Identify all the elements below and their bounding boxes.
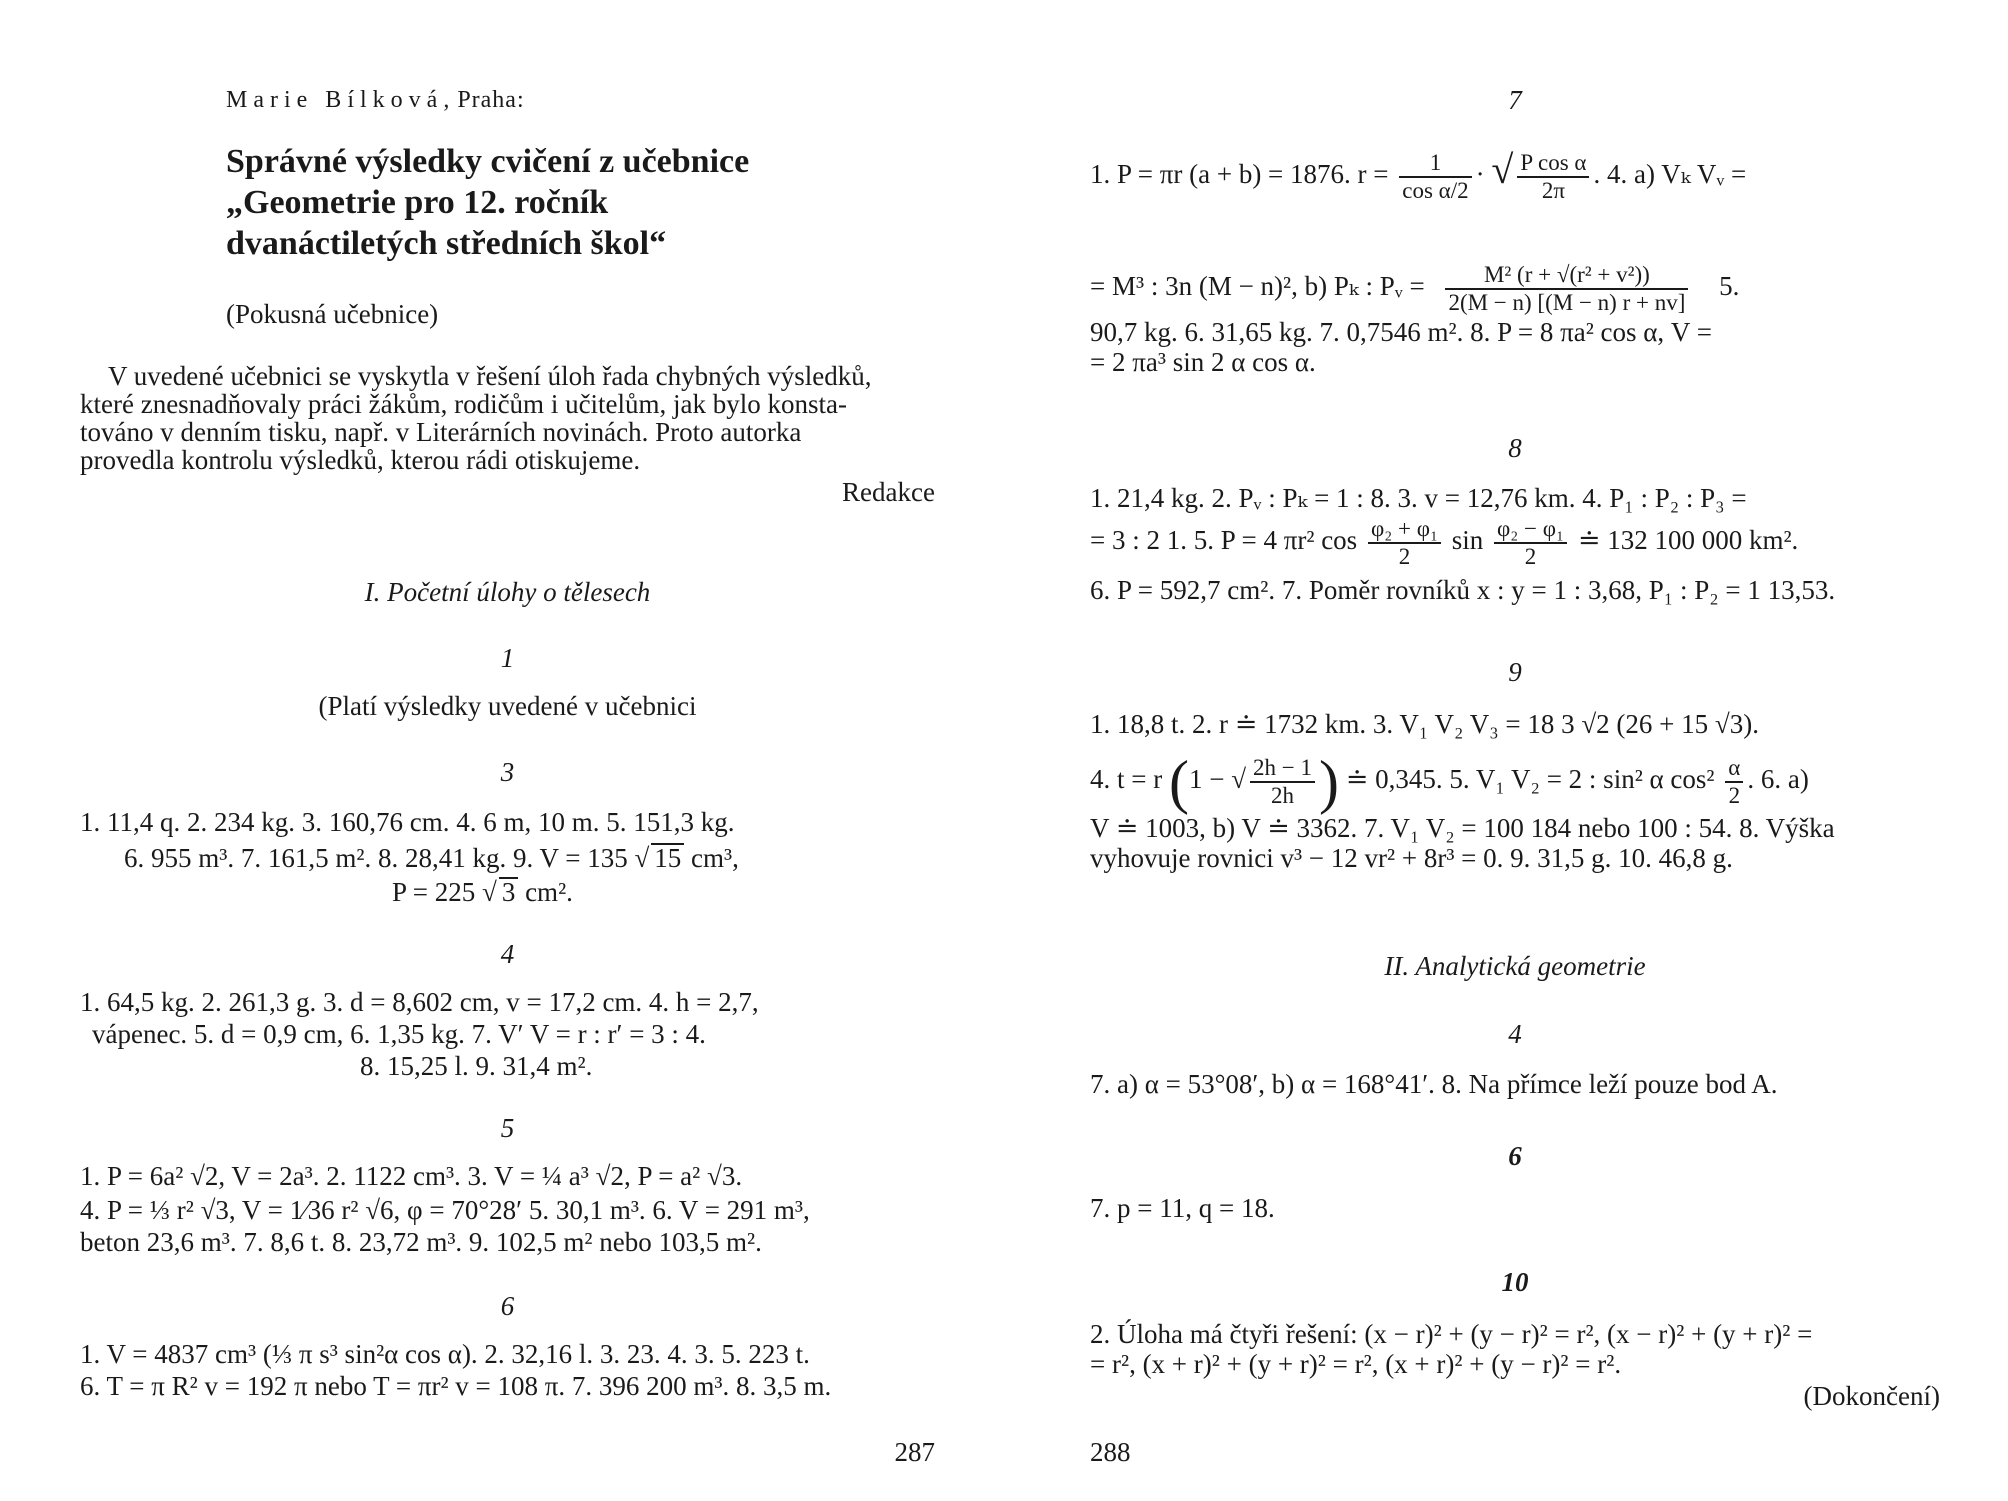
exercise-3-line-3: P = 225 √ 3 cm². xyxy=(392,877,573,907)
intro-line-2: které znesnadňovaly práci žákům, rodičům i učitelům, jak bylo konsta- xyxy=(80,389,848,419)
analytic-exercise-number-6: 6 xyxy=(1508,1141,1522,1171)
fraction: $\frac{2h - 1}{2h}$ xyxy=(1250,755,1315,809)
exercise-number-7: 7 xyxy=(1508,85,1522,115)
exercise-3-line-2: 6. 955 m³. 7. 161,5 m². 8. 28,41 kg. 9. V = 135 √ 15 cm³, xyxy=(124,843,739,873)
exercise-number-8: 8 xyxy=(1508,433,1522,463)
exercise-9-line-4: vyhovuje rovnici v³ − 12 vr² + 8r³ = 0. 9. 31,5 g. 10. 46,8 g. xyxy=(1090,843,1733,873)
exercise-9-line-1: 1. 18,8 t. 2. r ≐ 1732 km. 3. V₁ V₂ V₃ = 18 3 √2 (26 + 15 √3). xyxy=(1090,709,1759,739)
author-city: , Praha: xyxy=(443,87,525,113)
exercise-1-text: (Platí výsledky uvedené v učebnici xyxy=(318,691,697,721)
exercise-number-4: 4 xyxy=(500,939,515,969)
section-heading-2: II. Analytická geometrie xyxy=(1384,951,1646,981)
analytic-exercise-6-line-1: 7. p = 11, q = 18. xyxy=(1090,1193,1275,1223)
exercise-7-line-4: = 2 πa³ sin 2 α cos α. xyxy=(1090,347,1316,377)
article-title-line-1: Správné výsledky cvičení z učebnice xyxy=(226,143,750,180)
analytic-exercise-10-line-1: 2. Úloha má čtyři řešení: (x − r)² + (y − r)² = r², (x − r)² + (y + r)² = xyxy=(1090,1319,1813,1349)
intro-line-1: V uvedené učebnici se vyskytla v řešení úloh řada chybných výsledků, xyxy=(108,361,872,391)
intro-line-3: továno v denním tisku, např. v Literárních novinách. Proto autorka xyxy=(80,417,802,447)
left-page xyxy=(80,0,935,1501)
exercise-4-line-1: 1. 64,5 kg. 2. 261,3 g. 3. d = 8,602 cm, v = 17,2 cm. 4. h = 2,7, xyxy=(80,987,759,1017)
exercise-4-line-2: vápenec. 5. d = 0,9 cm, 6. 1,35 kg. 7. V′ V = r : r′ = 3 : 4. xyxy=(92,1019,706,1049)
exercise-7-line-1: 1. P = πr (a + b) = 1876. r = $\frac{1}{\text{cos α/2}}$ · √ $\frac{\text{P cos α}}{2\pi}$ . 4. a) Vₖ Vᵥ = xyxy=(1090,147,1747,203)
fraction: $\frac{\text{P cos α}}{2\pi}$ xyxy=(1517,150,1589,204)
exercise-7-line-2: = M³ : 3n (M − n)², b) Pₖ : Pᵥ = $\frac{\text{M² (r + √(r² + v²))}}{2(M - n) [(M - n) r + nv]}$ 5. xyxy=(1090,262,1740,315)
page-number-left: 287 xyxy=(894,1437,935,1467)
exercise-5-line-3: beton 23,6 m³. 7. 8,6 t. 8. 23,72 m³. 9. 102,5 m² nebo 103,5 m². xyxy=(80,1227,762,1257)
section-heading-1: I. Početní úlohy o tělesech xyxy=(364,577,651,607)
continued-note: (Dokončení) xyxy=(1803,1381,1940,1411)
right-page xyxy=(1090,0,1940,1501)
exercise-8-line-3: 6. P = 592,7 cm². 7. Poměr rovníků x : y = 1 : 3,68, P₁ : P₂ = 1 13,53. xyxy=(1090,575,1836,605)
article-title-line-3: dvanáctiletých středních škol“ xyxy=(226,225,667,262)
analytic-exercise-4-line-1: 7. a) α = 53°08′, b) α = 168°41′. 8. Na přímce leží pouze bod A. xyxy=(1090,1069,1778,1099)
exercise-3-line-1: 1. 11,4 q. 2. 234 kg. 3. 160,76 cm. 4. 6 m, 10 m. 5. 151,3 kg. xyxy=(80,807,735,837)
fraction: $\frac{\text{φ₂ + φ₁}}{2}$ xyxy=(1368,516,1441,570)
exercise-5-line-1: 1. P = 6a² √2, V = 2a³. 2. 1122 cm³. 3. V = ¼ a³ √2, P = a² √3. xyxy=(80,1161,743,1191)
exercise-number-5: 5 xyxy=(500,1113,515,1143)
author-name: Marie Bílková xyxy=(226,87,444,113)
fraction: $\frac{1}{\text{cos α/2}}$ xyxy=(1399,150,1471,204)
analytic-exercise-number-4: 4 xyxy=(1508,1019,1522,1049)
exercise-8-line-2: = 3 : 2 1. 5. P = 4 πr² cos $\frac{\text{φ₂ + φ₁}}{2}$ sin $\frac{\text{φ₂ − φ₁}}{2}$ ≐ 132 100 000 km². xyxy=(1090,516,1799,569)
fraction: $\frac{\alpha}{2}$ xyxy=(1725,755,1743,809)
exercise-9-line-3: V ≐ 1003, b) V ≐ 3362. 7. V₁ V₂ = 100 184 nebo 100 : 54. 8. Výška xyxy=(1090,813,1835,843)
editor-signature: Redakce xyxy=(842,477,935,507)
exercise-5-line-2: 4. P = ⅓ r² √3, V = 1⁄36 r² √6, φ = 70°28′ 5. 30,1 m³. 6. V = 291 m³, xyxy=(80,1195,810,1225)
analytic-exercise-10-line-2: = r², (x + r)² + (y + r)² = r², (x + r)² + (y − r)² = r². xyxy=(1090,1349,1622,1379)
author-line xyxy=(226,84,525,116)
intro-line-4: provedla kontrolu výsledků, kterou rádi otiskujeme. xyxy=(80,445,641,475)
article-title-line-2: „Geometrie pro 12. ročník xyxy=(226,184,609,221)
article-subtitle: (Pokusná učebnice) xyxy=(226,299,439,329)
exercise-number-1: 1 xyxy=(500,643,515,673)
exercise-number-6: 6 xyxy=(500,1291,515,1321)
page-number-right: 288 xyxy=(1090,1437,1131,1467)
exercise-6-line-1: 1. V = 4837 cm³ (⅓ π s³ sin²α cos α). 2. 32,16 l. 3. 23. 4. 3. 5. 223 t. xyxy=(80,1339,810,1369)
exercise-7-line-3: 90,7 kg. 6. 31,65 kg. 7. 0,7546 m². 8. P = 8 πa² cos α, V = xyxy=(1090,317,1712,347)
analytic-exercise-number-10: 10 xyxy=(1501,1267,1529,1297)
exercise-8-line-1: 1. 21,4 kg. 2. Pᵥ : Pₖ = 1 : 8. 3. v = 12,76 km. 4. P₁ : P₂ : P₃ = xyxy=(1090,483,1747,513)
exercise-9-line-2: 4. t = r (1 − √ $\frac{2h - 1}{2h}$ ) ≐ 0,345. 5. V₁ V₂ = 2 : sin² α cos² $\frac{\alpha}{2}$ . 6. a) xyxy=(1090,749,1809,815)
exercise-number-3: 3 xyxy=(500,757,515,787)
exercise-number-9: 9 xyxy=(1508,657,1522,687)
exercise-6-line-2: 6. T = π R² v = 192 π nebo T = πr² v = 108 π. 7. 396 200 m³. 8. 3,5 m. xyxy=(80,1371,832,1401)
exercise-4-line-3: 8. 15,25 l. 9. 31,4 m². xyxy=(360,1051,593,1081)
fraction: $\frac{\text{M² (r + √(r² + v²))}}{2(M - n) [(M - n) r + nv]}$ xyxy=(1445,262,1688,316)
fraction: $\frac{\text{φ₂ − φ₁}}{2}$ xyxy=(1494,516,1567,570)
